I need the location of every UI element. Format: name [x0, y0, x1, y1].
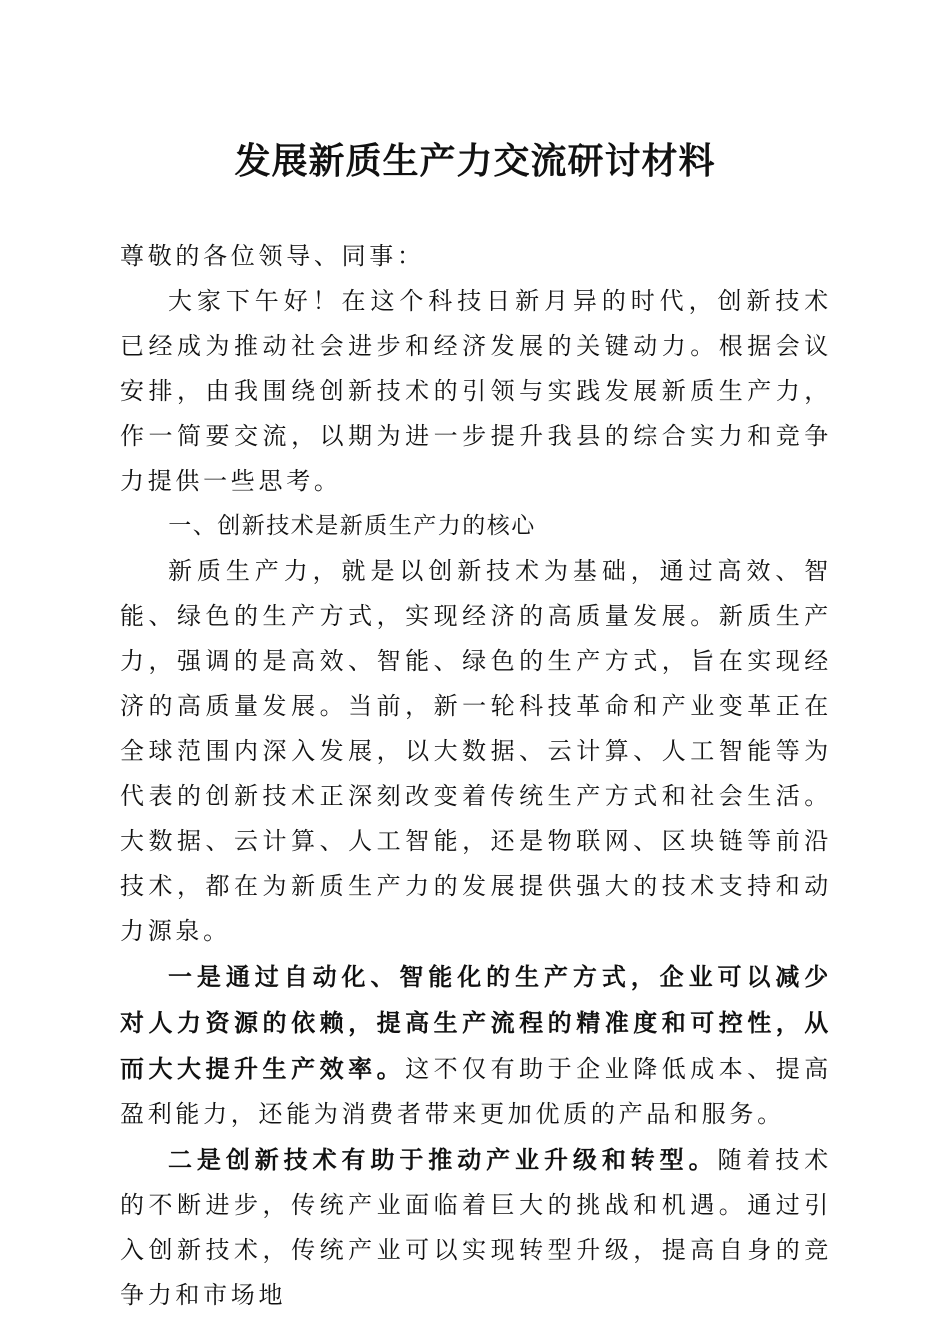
- salutation: 尊敬的各位领导、同事：: [120, 242, 425, 270]
- point-2-paragraph: [120, 1137, 832, 1318]
- intro-paragraph: 大家下午好！在这个科技日新月异的时代，创新技术已经成为推动社会进步和经济发展的关键动力。根据会议安排，由我围绕创新技术的引领与实践发展新质生产力，作一简要交流，以期为进一步提升我县的综合实力和竞争力提供一些思考。: [120, 287, 832, 495]
- section-heading-1: 一、创新技术是新质生产力的核心: [168, 513, 536, 539]
- point-1-rest: 这不仅有助于企业降低成本、提高盈利能力，还能为消费者带来更加优质的产品和服务。: [120, 1055, 832, 1128]
- document-title: 发展新质生产力交流研讨材料: [234, 140, 716, 182]
- point-2-lead: 二是创新技术有助于推动产业升级和转型。: [168, 1145, 718, 1174]
- section-1-paragraph: 新质生产力，就是以创新技术为基础，通过高效、智能、绿色的生产方式，实现经济的高质量发展。新质生产力，强调的是高效、智能、绿色的生产方式，旨在实现经济的高质量发展。当前，新一轮科技革命和产业变革正在全球范围内深入发展，以大数据、云计算、人工智能等为代表的创新技术正深刻改变着传统生产方式和社会生活。大数据、云计算、人工智能，还是物联网、区块链等前沿技术，都在为新质生产力的发展提供强大的技术支持和动力源泉。: [120, 557, 832, 945]
- point-1-paragraph: [120, 954, 832, 1137]
- point-1-lead: 一是通过自动化、智能化的生产方式，企业可以减少对人力资源的依赖，提高生产流程的精准度和可控性，从而大大提升生产效率。: [120, 962, 832, 1083]
- document-body: [120, 234, 832, 1318]
- point-2-rest: 随着技术的不断进步，传统产业面临着巨大的挑战和机遇。通过引入创新技术，传统产业可以实现转型升级，提高自身的竞争力和市场地: [120, 1146, 832, 1309]
